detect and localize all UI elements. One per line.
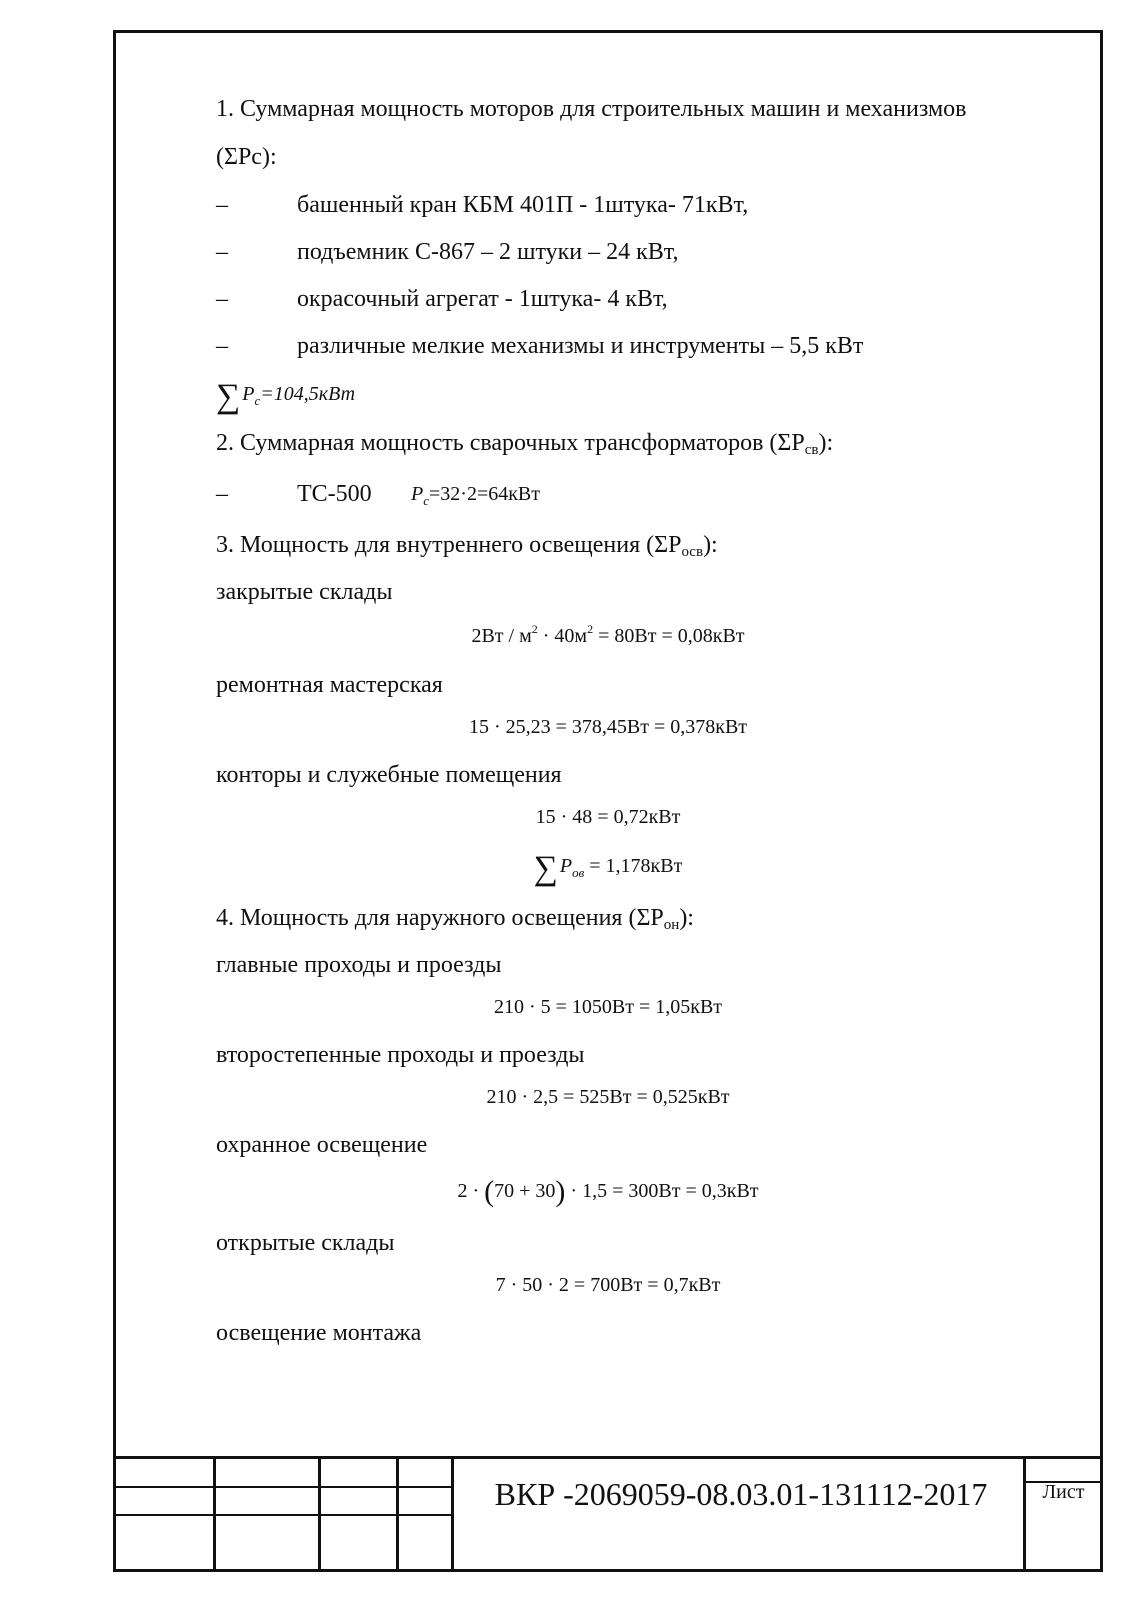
section3-sum-formula: ∑ $P_{ов} = 1,178кВт$ (533, 850, 683, 887)
sheet-label: Лист (1042, 1481, 1085, 1503)
list-dash: – (216, 239, 228, 265)
section2-heading: 2. Суммарная мощность сварочных трансформаторов (ΣPсв): (216, 430, 834, 458)
stamp-top-border (113, 1456, 1103, 1459)
list-dash: – (216, 333, 228, 359)
stamp-col-line (451, 1456, 454, 1572)
section3-formula: 15 · 25,23 = 378,45Вт = 0,378кВт (468, 716, 748, 738)
stamp-col-line (396, 1456, 399, 1572)
section3-formula: $2Вт / м^2 \cdot 40м^2 = 80Вт = 0,08кВт$ (471, 622, 745, 647)
stamp-col-line (213, 1456, 216, 1572)
stamp-row-line (113, 1486, 453, 1488)
section3-label: закрытые склады (216, 579, 393, 605)
section4-formula: 2 · (70 + 30) · 1,5 = 300Вт = 0,3кВт (457, 1175, 759, 1208)
section2-formula: $P_c=32\cdot 2=64кВт$ (411, 483, 541, 508)
section1-heading: 1. Суммарная мощность моторов для строительных машин и механизмов (216, 96, 967, 122)
list-item: различные мелкие механизмы и инструменты – 5,5 кВт (297, 333, 864, 359)
section4-heading: 4. Мощность для наружного освещения (ΣPон): (216, 905, 694, 933)
list-item: ТС-500 (297, 481, 372, 507)
list-item: башенный кран КБМ 401П - 1штука- 71кВт, (297, 192, 749, 218)
section3-heading: 3. Мощность для внутреннего освещения (ΣPосв): (216, 532, 718, 560)
stamp-col-line (318, 1456, 321, 1572)
stamp-row-line (113, 1514, 453, 1516)
section4-formula: 7 · 50 · 2 = 700Вт = 0,7кВт (495, 1274, 721, 1296)
stamp-col-line (1023, 1456, 1026, 1572)
section4-label: освещение монтажа (216, 1320, 422, 1346)
list-item: подъемник С-867 – 2 штуки – 24 кВт, (297, 239, 679, 265)
section3-label: ремонтная мастерская (216, 672, 443, 698)
list-dash: – (216, 286, 228, 312)
section3-formula: 15 · 48 = 0,72кВт (535, 806, 681, 828)
section4-formula: 210 · 5 = 1050Вт = 1,05кВт (493, 996, 723, 1018)
section1-sum-formula: ∑ $P_c=104,5кВт$ (216, 378, 356, 415)
list-dash: – (216, 481, 228, 507)
section1-heading-cont: (ΣPc): (216, 144, 277, 170)
section3-label: конторы и служебные помещения (216, 762, 562, 788)
section4-label: охранное освещение (216, 1132, 428, 1158)
list-dash: – (216, 192, 228, 218)
section4-label: главные проходы и проезды (216, 952, 502, 978)
list-item: окрасочный агрегат - 1штука- 4 кВт, (297, 286, 668, 312)
section4-formula: 210 · 2,5 = 525Вт = 0,525кВт (486, 1086, 730, 1108)
section4-label: открытые склады (216, 1230, 395, 1256)
section4-label: второстепенные проходы и проезды (216, 1042, 585, 1068)
document-code: ВКР -2069059-08.03.01-131112-2017 (494, 1476, 988, 1512)
